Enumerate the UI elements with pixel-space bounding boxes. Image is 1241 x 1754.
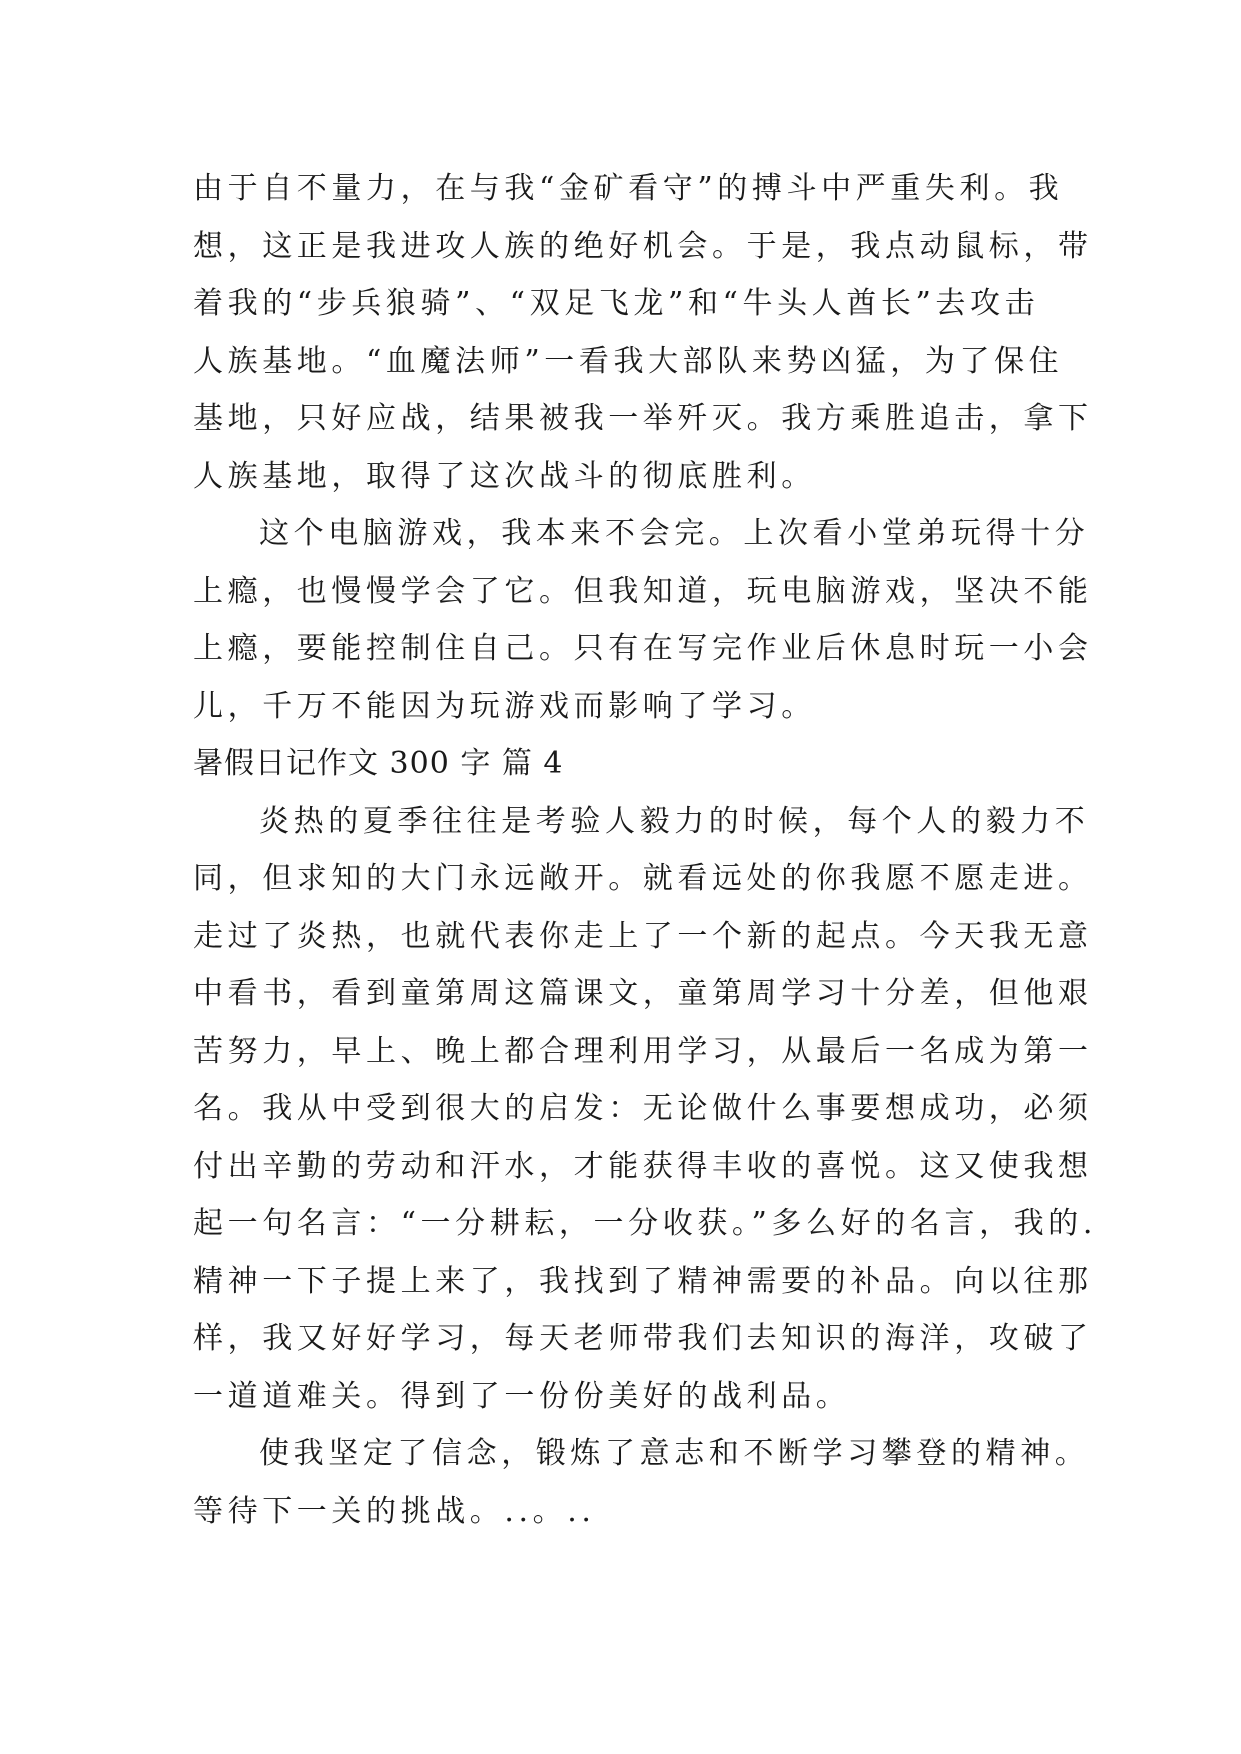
text-line: 儿，千万不能因为玩游戏而影响了学习。 <box>193 688 816 724</box>
text-line: 着我的“步兵狼骑”、“双足飞龙”和“牛头人酋长”去攻击 <box>193 286 1040 321</box>
text-line: 精神一下子提上来了，我找到了精神需要的补品。向以往那 <box>193 1263 1093 1299</box>
text-line: 人族基地，取得了这次战斗的彻底胜利。 <box>193 458 816 494</box>
text-line: 中看书，看到童第周这篇课文，童第周学习十分差，但他艰 <box>193 976 1093 1011</box>
paragraph-first-line: 炎热的夏季往往是考验人毅力的时候，每个人的毅力不 <box>259 803 1090 839</box>
text-line: 等待下一关的挑战。..。.. <box>193 1493 596 1529</box>
section-heading: 暑假日记作文 300 字 篇 4 <box>193 746 564 781</box>
text-line: 同，但求知的大门永远敞开。就看远处的你我愿不愿走进。 <box>193 861 1093 896</box>
text-line: 一道道难关。得到了一份份美好的战利品。 <box>193 1378 851 1414</box>
text-line: 基地，只好应战，结果被我一举歼灭。我方乘胜追击，拿下 <box>193 401 1093 436</box>
text-line: 起一句名言：“一分耕耘，一分收获。”多么好的名言，我的. <box>193 1206 1098 1241</box>
text-line: 走过了炎热，也就代表你走上了一个新的起点。今天我无意 <box>193 918 1093 954</box>
paragraph-first-line: 使我坚定了信念，锻炼了意志和不断学习攀登的精神。 <box>259 1436 1090 1471</box>
text-line: 由于自不量力，在与我“金矿看守”的搏斗中严重失利。我 <box>193 171 1064 206</box>
text-line: 苦努力，早上、晚上都合理利用学习，从最后一名成为第一 <box>193 1033 1093 1069</box>
paragraph-first-line: 这个电脑游戏，我本来不会完。上次看小堂弟玩得十分 <box>259 516 1090 551</box>
text-line: 想，这正是我进攻人族的绝好机会。于是，我点动鼠标，带 <box>193 228 1093 264</box>
text-line: 付出辛勤的劳动和汗水，才能获得丰收的喜悦。这又使我想 <box>193 1148 1093 1184</box>
text-line: 人族基地。“血魔法师”一看我大部队来势凶猛，为了保住 <box>193 343 1064 379</box>
text-line: 名。我从中受到很大的启发：无论做什么事要想成功，必须 <box>193 1091 1093 1126</box>
text-line: 样，我又好好学习，每天老师带我们去知识的海洋，攻破了 <box>193 1321 1093 1356</box>
text-line: 上瘾，也慢慢学会了它。但我知道，玩电脑游戏，坚决不能 <box>193 573 1093 609</box>
text-line: 上瘾，要能控制住自己。只有在写完作业后休息时玩一小会 <box>193 631 1093 666</box>
document-body <box>193 160 1098 1540</box>
